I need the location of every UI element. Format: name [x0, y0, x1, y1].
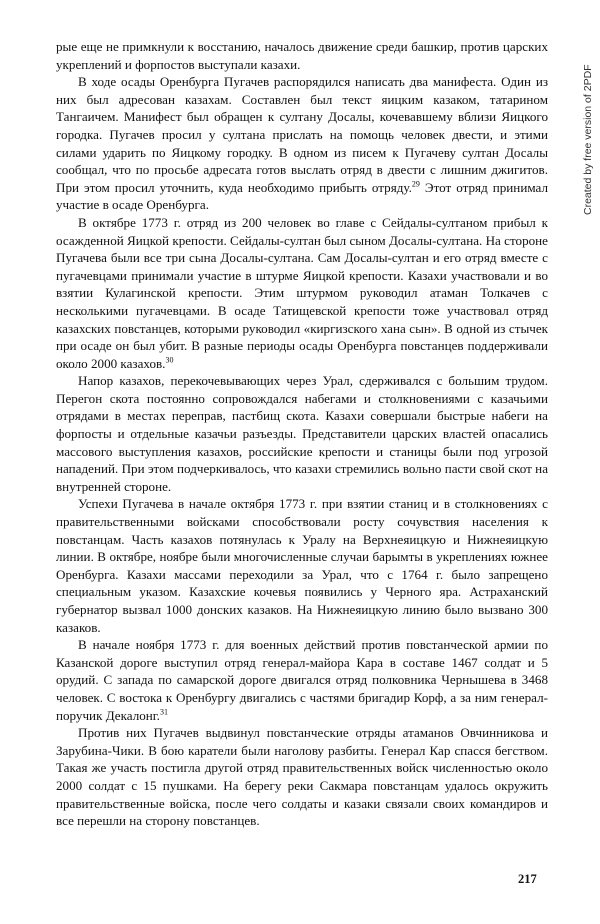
paragraph-1-text: рые еще не примкнули к восстанию, началось движение среди башкир, против царских укреплений и форпостов выступали казахи.: [56, 39, 548, 72]
paragraph-7-text: Против них Пугачев выдвинул повстанческие отряды атаманов Овчинникова и Зарубина-Чики. В бою каратели были наголову разбиты. Генерал Кар спасся бегством. Такая же участь постигла другой отряд правительственных войск численностью около 2000 солдат с 15 пушками. На берегу реки Сакмара повстанцам удалось окружить правительственные войска, после чего солдаты и казаки связали своих командиров и все перешли на сторону повстанцев.: [56, 725, 548, 829]
paragraph-2-text: В ходе осады Оренбурга Пугачев распорядился написать два манифеста. Один из них был адресован казахам. Составлен был текст яицким казаком, татарином Тангаичем. Манифест был обращен к султану Досалы, кочевавшему вблизи Яицкого городка. Пугачев просил у султана прислать на помощь человек двести, и этими силами ударить по Яицкому городку. В одном из писем к Пугачеву султан Досалы сообщал, что по просьбе адресата готов выслать отряд в двести с лишним джигитов. При этом просил уточнить, куда необходимо прибыть отряду.: [56, 74, 548, 195]
body-text: [56, 38, 548, 830]
paragraph-6-text: В начале ноября 1773 г. для военных действий против повстанческой армии по Казанской дороге выступил отряд генерал-майора Кара в составе 1467 солдат и 5 орудий. С запада по самарской дороге двигался отряд полковника Чернышева в 3468 человек. С востока к Оренбургу двигались с частями бригадир Корф, а за ним генерал-поручик Декалонг.: [56, 637, 548, 723]
paragraph-5-text: Успехи Пугачева в начале октября 1773 г. при взятии станиц и в столкновениях с правительственными войсками способствовали росту сочувствия населения к повстанцам. Часть казахов потянулась к Уралу на Верхнеяицкую и Нижнеяицкую линии. В октябре, ноябре были многочисленные случаи барымты в укреплениях южнее Оренбурга. Казахи массами переходили за Урал, что с 1764 г. было запрещено специальным указом. Казахские кочевья появились у Черного яра. Астраханский губернатор вызвал 1000 донских казаков. На Нижнеяицкую линию было вызвано 300 казаков.: [56, 496, 548, 635]
paragraph-4: [56, 372, 548, 495]
paragraph-2: [56, 73, 548, 214]
watermark-text: Created by free version of 2PDF: [582, 64, 594, 215]
footnote-ref-31[interactable]: 31: [159, 707, 168, 717]
paragraph-4-text: Напор казахов, перекочевывающих через Урал, сдерживался с большим трудом. Перегон скота постоянно сопровождался набегами и столкновениями с казачьими отрядами в местах переправ, пастбищ скота. Казахи совершали быстрые набеги на форпосты и отдельные казачьи разъезды. Представители царских властей опасались массового выступления казахов, российские крепости и станицы были под угрозой нападений. При этом подчеркивалось, что казахи стремились вольно пасти свой скот на внутренней стороне.: [56, 373, 548, 494]
paragraph-3-text: В октябре 1773 г. отряд из 200 человек во главе с Сейдалы-султаном прибыл к осажденной Яицкой крепости. Сейдалы-султан был сыном Досалы-султана. На стороне Пугачева были все три сына Досалы-султана. Сам Досалы-султан и его отряд вместе с пугачевцами принимали участие в штурме Яицкой крепости. Казахи участвовали и во взятии Кулагинской крепости. Этим штурмом руководил атаман Толкачев с несколькими пугачевцами. В осаде Татищевской крепости тоже участвовал отряд казахских повстанцев, которыми руководил «киргизского хана сын». В одной из стычек при осаде он был убит. В разные периоды осады Оренбурга повстанцев поддерживали около 2000 казахов.: [56, 214, 548, 371]
paragraph-1: [56, 38, 548, 73]
paragraph-6: [56, 636, 548, 724]
footnote-ref-30[interactable]: 30: [165, 355, 174, 365]
page-number: 217: [518, 872, 537, 886]
paragraph-5: [56, 495, 548, 636]
paragraph-3: [56, 214, 548, 372]
footnote-ref-29[interactable]: 29: [411, 179, 420, 189]
paragraph-7: [56, 724, 548, 830]
paragraph-2-tail: Этот отряд принимал участие в осаде Оренбурга.: [56, 179, 548, 213]
